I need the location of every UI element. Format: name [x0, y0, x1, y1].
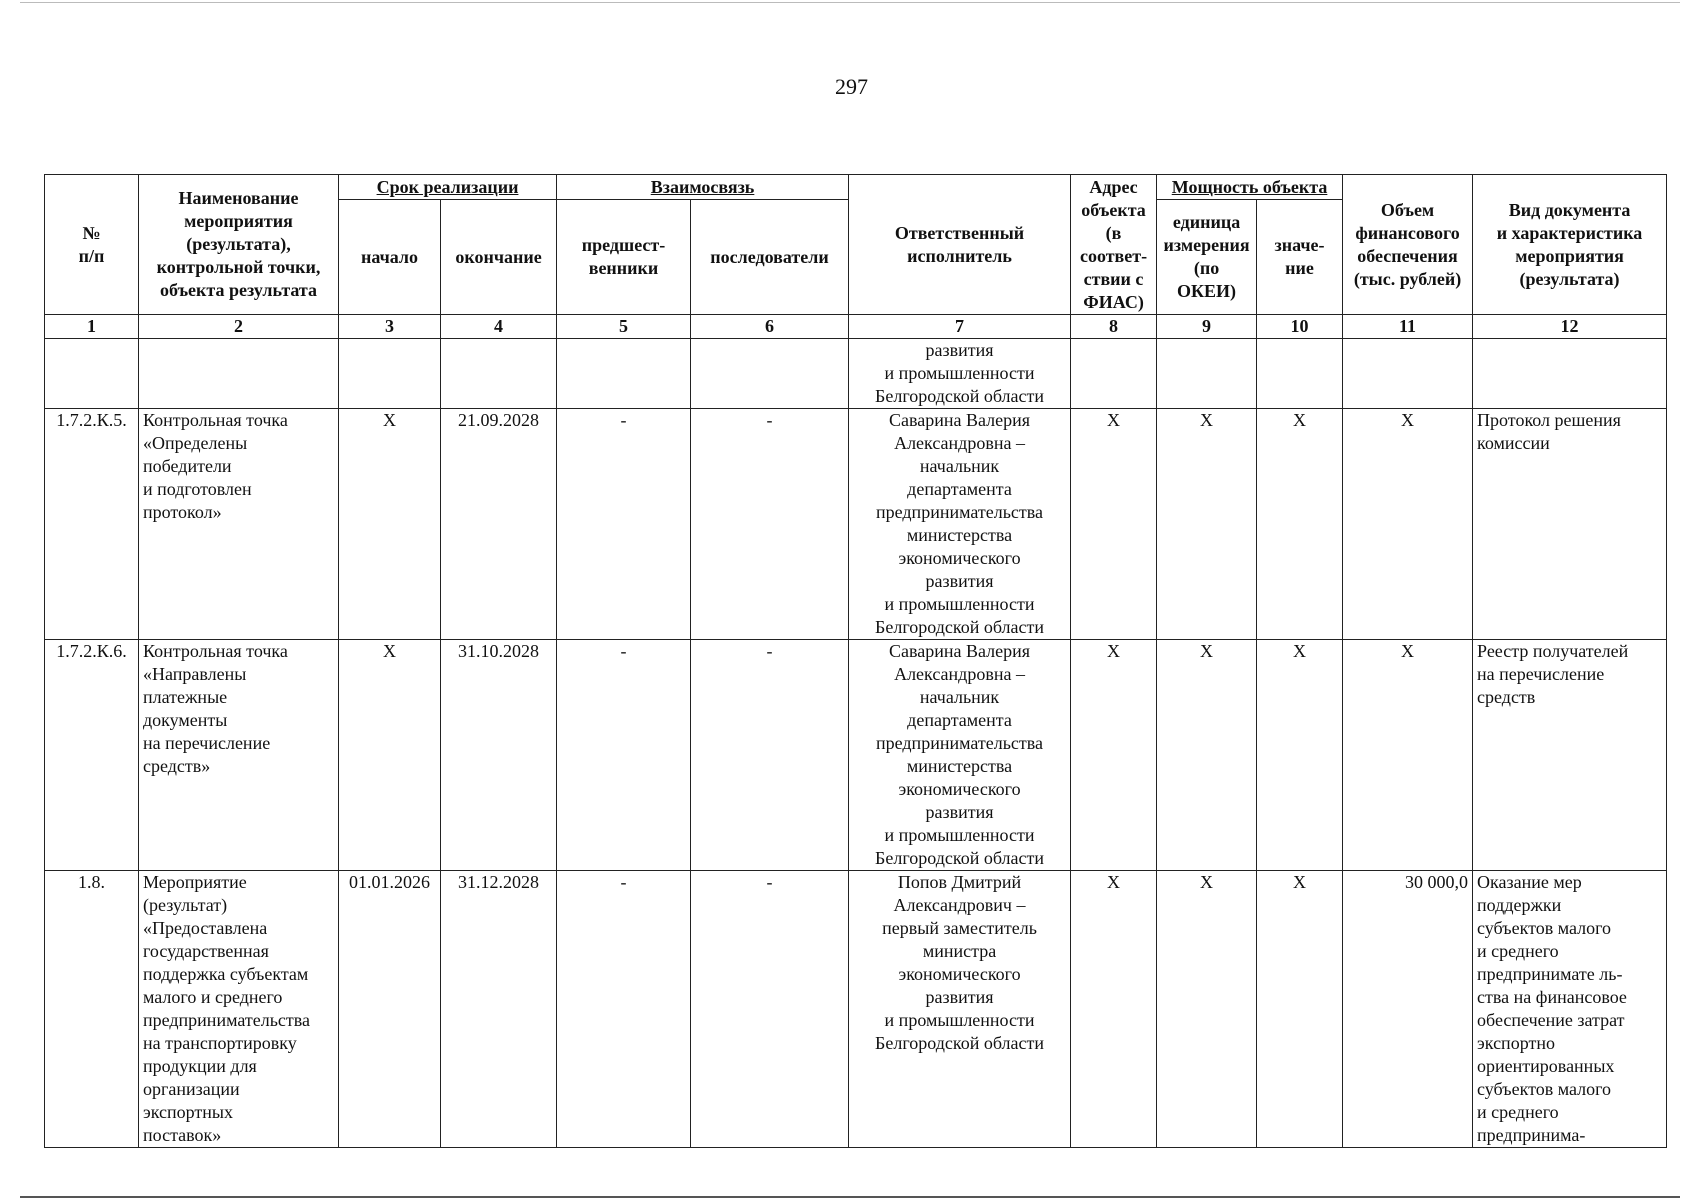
cell-value: Х	[1257, 871, 1343, 1148]
cell-number: 1.8.	[45, 871, 139, 1148]
cell-predecessors	[557, 339, 691, 409]
cell-responsible: Попов Дмитрий Александрович – первый заместитель министра экономического развития и промышленности Белгородской области	[849, 871, 1071, 1148]
cell-successors: -	[691, 871, 849, 1148]
cell-predecessors: -	[557, 640, 691, 871]
cell-address: Х	[1071, 871, 1157, 1148]
header-col-document: Вид документа и характеристика мероприятия (результата)	[1473, 175, 1667, 315]
cell-predecessors: -	[557, 871, 691, 1148]
cell-value: Х	[1257, 640, 1343, 871]
column-number: 6	[691, 315, 849, 339]
header-col-responsible: Ответственный исполнитель	[849, 175, 1071, 315]
header-col-predecessors: предшест- венники	[557, 200, 691, 315]
column-number: 7	[849, 315, 1071, 339]
header-col-end: окончание	[441, 200, 557, 315]
header-col-finance: Объем финансового обеспечения (тыс. рублей)	[1343, 175, 1473, 315]
cell-unit: Х	[1157, 640, 1257, 871]
column-number: 11	[1343, 315, 1473, 339]
cell-finance	[1343, 339, 1473, 409]
header-group-capacity: Мощность объекта	[1157, 175, 1343, 200]
cell-start: Х	[339, 640, 441, 871]
column-number: 3	[339, 315, 441, 339]
cell-finance: Х	[1343, 640, 1473, 871]
column-number: 2	[139, 315, 339, 339]
column-number: 12	[1473, 315, 1667, 339]
column-number: 5	[557, 315, 691, 339]
column-number: 8	[1071, 315, 1157, 339]
cell-name	[139, 339, 339, 409]
header-group-link: Взаимосвязь	[557, 175, 849, 200]
header-col-number: № п/п	[45, 175, 139, 315]
cell-number: 1.7.2.К.5.	[45, 409, 139, 640]
cell-name: Контрольная точка «Направлены платежные документы на перечисление средств»	[139, 640, 339, 871]
cell-end: 31.12.2028	[441, 871, 557, 1148]
cell-document: Оказание мер поддержки субъектов малого и среднего предпринимате ль- ства на финансовое обеспечение затрат экспортно ориентированных субъектов малого и среднего предпринима-	[1473, 871, 1667, 1148]
cell-start: 01.01.2026	[339, 871, 441, 1148]
activities-table	[44, 174, 1667, 1148]
column-number: 9	[1157, 315, 1257, 339]
table-row-1-7-2-k5	[45, 409, 1667, 640]
cell-finance: Х	[1343, 409, 1473, 640]
table-row-1-7-2-k6	[45, 640, 1667, 871]
cell-start: Х	[339, 409, 441, 640]
cell-unit	[1157, 339, 1257, 409]
cell-end: 31.10.2028	[441, 640, 557, 871]
cell-unit: Х	[1157, 409, 1257, 640]
header-col-unit: единица измерения (по ОКЕИ)	[1157, 200, 1257, 315]
cell-successors	[691, 339, 849, 409]
column-number: 10	[1257, 315, 1343, 339]
header-col-value: значе- ние	[1257, 200, 1343, 315]
cell-responsible: Саварина Валерия Александровна – начальник департамента предпринимательства министерства экономического развития и промышленности Белгородской области	[849, 640, 1071, 871]
cell-value	[1257, 339, 1343, 409]
header-col-successors: последователи	[691, 200, 849, 315]
cell-start	[339, 339, 441, 409]
cell-number: 1.7.2.К.6.	[45, 640, 139, 871]
cell-address	[1071, 339, 1157, 409]
page-number: 297	[835, 74, 868, 99]
column-number-row	[45, 315, 1667, 339]
column-number: 1	[45, 315, 139, 339]
header-col-name: Наименование мероприятия (результата), контрольной точки, объекта результата	[139, 175, 339, 315]
cell-document: Реестр получателей на перечисление средств	[1473, 640, 1667, 871]
header-row-groups	[45, 175, 1667, 200]
table-row-1-8	[45, 871, 1667, 1148]
top-edge-line	[20, 2, 1680, 3]
cell-end: 21.09.2028	[441, 409, 557, 640]
cell-unit: Х	[1157, 871, 1257, 1148]
cell-address: Х	[1071, 409, 1157, 640]
header-col-start: начало	[339, 200, 441, 315]
bottom-edge-line	[20, 1196, 1680, 1198]
column-number: 4	[441, 315, 557, 339]
cell-name: Мероприятие (результат) «Предоставлена государственная поддержка субъектам малого и среднего предпринимательства на транспортировку продукции для организации экспортных поставок»	[139, 871, 339, 1148]
cell-finance: 30 000,0	[1343, 871, 1473, 1148]
cell-responsible: Саварина Валерия Александровна – начальник департамента предпринимательства министерства экономического развития и промышленности Белгородской области	[849, 409, 1071, 640]
cell-predecessors: -	[557, 409, 691, 640]
cell-end	[441, 339, 557, 409]
cell-successors: -	[691, 640, 849, 871]
header-col-address: Адрес объекта (в соответ- ствии с ФИАС)	[1071, 175, 1157, 315]
table-row-continuation	[45, 339, 1667, 409]
cell-number	[45, 339, 139, 409]
header-group-term: Срок реализации	[339, 175, 557, 200]
cell-address: Х	[1071, 640, 1157, 871]
cell-value: Х	[1257, 409, 1343, 640]
cell-document: Протокол решения комиссии	[1473, 409, 1667, 640]
cell-name: Контрольная точка «Определены победители и подготовлен протокол»	[139, 409, 339, 640]
cell-document	[1473, 339, 1667, 409]
cell-responsible: развития и промышленности Белгородской области	[849, 339, 1071, 409]
cell-successors: -	[691, 409, 849, 640]
